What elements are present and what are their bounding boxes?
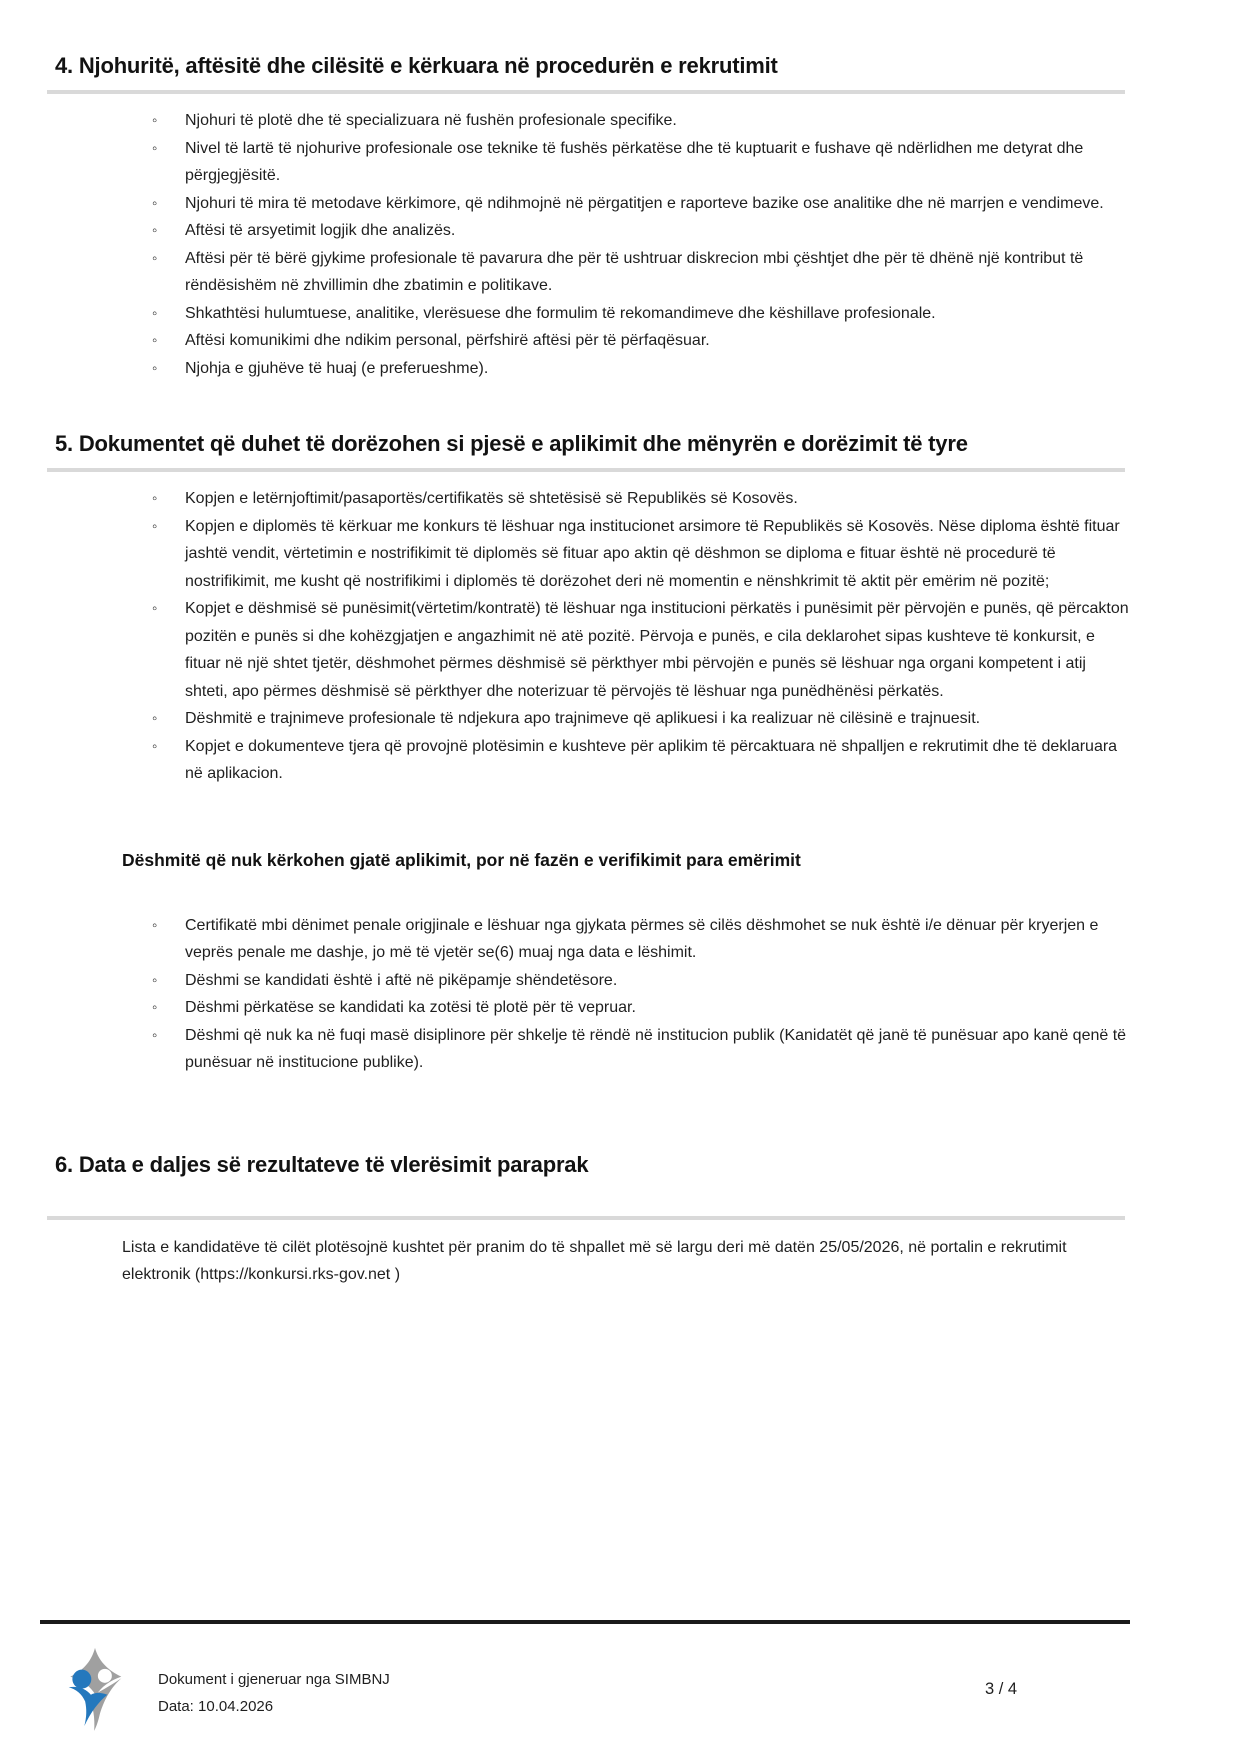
list-item xyxy=(55,355,1130,383)
bullet-icon: ◦ xyxy=(152,971,158,989)
bullet-icon: ◦ xyxy=(152,916,158,934)
bullet-icon: ◦ xyxy=(152,249,158,267)
list-item xyxy=(55,245,1130,300)
bullet-icon: ◦ xyxy=(152,222,158,239)
list-item xyxy=(55,1022,1130,1077)
list-item xyxy=(55,705,1130,733)
list-item xyxy=(55,327,1130,355)
bullet-icon: ◦ xyxy=(152,999,158,1016)
section-knowledge-skills xyxy=(55,50,1130,382)
bullet-icon: ◦ xyxy=(152,359,158,377)
bullet-icon: ◦ xyxy=(152,194,158,212)
bullet-icon: ◦ xyxy=(152,600,158,617)
section-4-rule xyxy=(47,90,1125,94)
list-item-text: Aftësi komunikimi dhe ndikim personal, përfshirë aftësi për të përfaqësuar. xyxy=(185,332,710,349)
verification-list xyxy=(55,912,1130,1077)
footer-generated-by: Dokument i gjeneruar nga SIMBNJ xyxy=(158,1671,390,1688)
list-item xyxy=(55,190,1130,218)
list-item-text: Njohja e gjuhëve të huaj (e preferueshme). xyxy=(185,359,489,377)
list-item xyxy=(55,595,1130,705)
page-number: 3 / 4 xyxy=(985,1680,1018,1698)
results-date-paragraph: Lista e kandidatëve të cilët plotësojnë kushtet për pranim do të shpallet më së largu deri më datën 25/05/2026, në portalin e rekrutimit elektronik (https://konkursi.rks-gov.net ) xyxy=(122,1238,1067,1283)
list-item xyxy=(55,485,1130,513)
section-5-heading: 5. Dokumentet që duhet të dorëzohen si pjesë e aplikimit dhe mënyrën e dorëzimit të tyre xyxy=(55,431,968,456)
list-item xyxy=(55,733,1130,788)
section-documents xyxy=(55,428,1130,1077)
footer-date: Data: 10.04.2026 xyxy=(158,1698,274,1715)
list-item-text: Dëshmi përkatëse se kandidati ka zotësi të plotë për të vepruar. xyxy=(185,999,636,1016)
section-4-heading: 4. Njohuritë, aftësitë dhe cilësitë e kërkuara në procedurën e rekrutimit xyxy=(55,53,778,78)
list-item-text: Dëshmitë e trajnimeve profesionale të ndjekura apo trajnimeve që aplikuesi i ka realizuar në cilësinë e trajnuesit. xyxy=(185,710,981,727)
bullet-icon: ◦ xyxy=(152,490,158,507)
list-item-text: Nivel të lartë të njohurive profesionale ose teknike të fushës përkatëse dhe të kuptuarit e fushave që ndërlidhen me detyrat dhe përgjegjësitë. xyxy=(185,139,1084,184)
list-item xyxy=(55,994,1130,1022)
bullet-icon: ◦ xyxy=(152,1026,158,1044)
list-item-text: Dëshmi se kandidati është i aftë në pikëpamje shëndetësore. xyxy=(185,971,618,989)
list-item xyxy=(55,912,1130,967)
list-item xyxy=(55,967,1130,995)
footer-text-block xyxy=(158,1666,390,1720)
bullet-icon: ◦ xyxy=(152,332,158,349)
list-item xyxy=(55,135,1130,190)
bullet-icon: ◦ xyxy=(152,112,158,129)
list-item-text: Aftësi për të bërë gjykime profesionale të pavarura dhe për të ushtruar diskrecion mbi çështjet dhe për të dhënë një kontribut të rëndësishëm në zhvillimin dhe zbatimin e politikave. xyxy=(185,249,1084,294)
bullet-icon: ◦ xyxy=(152,139,158,157)
section-4-list xyxy=(55,107,1130,382)
list-item-text: Aftësi të arsyetimit logjik dhe analizës. xyxy=(185,222,456,239)
section-6-rule xyxy=(47,1216,1125,1220)
bullet-icon: ◦ xyxy=(152,304,158,322)
list-item-text: Dëshmi që nuk ka në fuqi masë disiplinore për shkelje të rëndë në institucion publik (Kanidatët që janë të punësuar apo kanë qenë të punësuar në institucione publike). xyxy=(185,1026,1127,1071)
list-item-text: Kopjen e letërnjoftimit/pasaportës/certifikatës së shtetësisë së Republikës së Kosovës. xyxy=(185,490,798,507)
section-results-date xyxy=(55,1149,1130,1289)
list-item-text: Njohuri të plotë dhe të specializuara në fushën profesionale specifike. xyxy=(185,112,677,129)
list-item-text: Kopjet e dokumenteve tjera që provojnë plotësimin e kushteve për aplikim të përcaktuara në shpalljen e rekrutimit dhe të deklaruara në aplikacion. xyxy=(185,737,1118,782)
bullet-icon: ◦ xyxy=(152,737,158,755)
bullet-icon: ◦ xyxy=(152,517,158,535)
list-item xyxy=(55,217,1130,245)
verification-subheading: Dëshmitë që nuk kërkohen gjatë aplikimit, por në fazën e verifikimit para emërimit xyxy=(122,849,801,870)
section-5-rule xyxy=(47,468,1125,472)
footer-divider xyxy=(40,1620,1130,1624)
bullet-icon: ◦ xyxy=(152,710,158,727)
list-item xyxy=(55,300,1130,328)
section-5-list xyxy=(55,485,1130,788)
simbnj-logo-icon xyxy=(58,1646,132,1732)
list-item-text: Njohuri të mira të metodave kërkimore, që ndihmojnë në përgatitjen e raporteve bazike ose analitike dhe në marrjen e vendimeve. xyxy=(185,194,1104,212)
document-content xyxy=(55,0,1130,1289)
section-6-heading: 6. Data e daljes së rezultateve të vlerësimit paraprak xyxy=(55,1151,589,1177)
list-item xyxy=(55,513,1130,596)
list-item-text: Kopjet e dëshmisë së punësimit(vërtetim/kontratë) të lëshuar nga institucioni përkatës i punësimit për përvojën e punës, që përcakton pozitën e punës si dhe kohëzgjatjen e angazhimit në atë pozitë. Përvoja e punës, e cila deklarohet sipas kushteve të konkursit, e fituar në një shtet tjetër, dëshmohet përmes dëshmisë së përkthyer mbi përvojën e punës së lëshuar nga organi kompetent i atij shteti, apo përmes dëshmisë së përkthyer dhe noterizuar të përvojës të lëshuar nga punëdhënësi përkatës. xyxy=(185,600,1129,700)
list-item-text: Kopjen e diplomës të kërkuar me konkurs të lëshuar nga institucionet arsimore të Republikës së Kosovës. Nëse diploma është fituar jashtë vendit, vërtetimin e nostrifikimit të diplomës së fituar apo aktin që dëshmon se diploma e fituar është në procedurë të nostrifikimit, me kusht që nostrifikimi i diplomës të dorëzohet deri në momentin e nënshkrimit të aktit për emërim në pozitë; xyxy=(185,517,1120,590)
list-item-text: Certifikatë mbi dënimet penale origjinale e lëshuar nga gjykata përmes së cilës dëshmohet se nuk është i/e dënuar për kryerjen e veprës penale me dashje, jo më të vjetër se(6) muaj nga data e lëshimit. xyxy=(185,916,1099,961)
list-item xyxy=(55,107,1130,135)
list-item-text: Shkathtësi hulumtuese, analitike, vlerësuese dhe formulim të rekomandimeve dhe këshillave profesionale. xyxy=(185,304,936,322)
